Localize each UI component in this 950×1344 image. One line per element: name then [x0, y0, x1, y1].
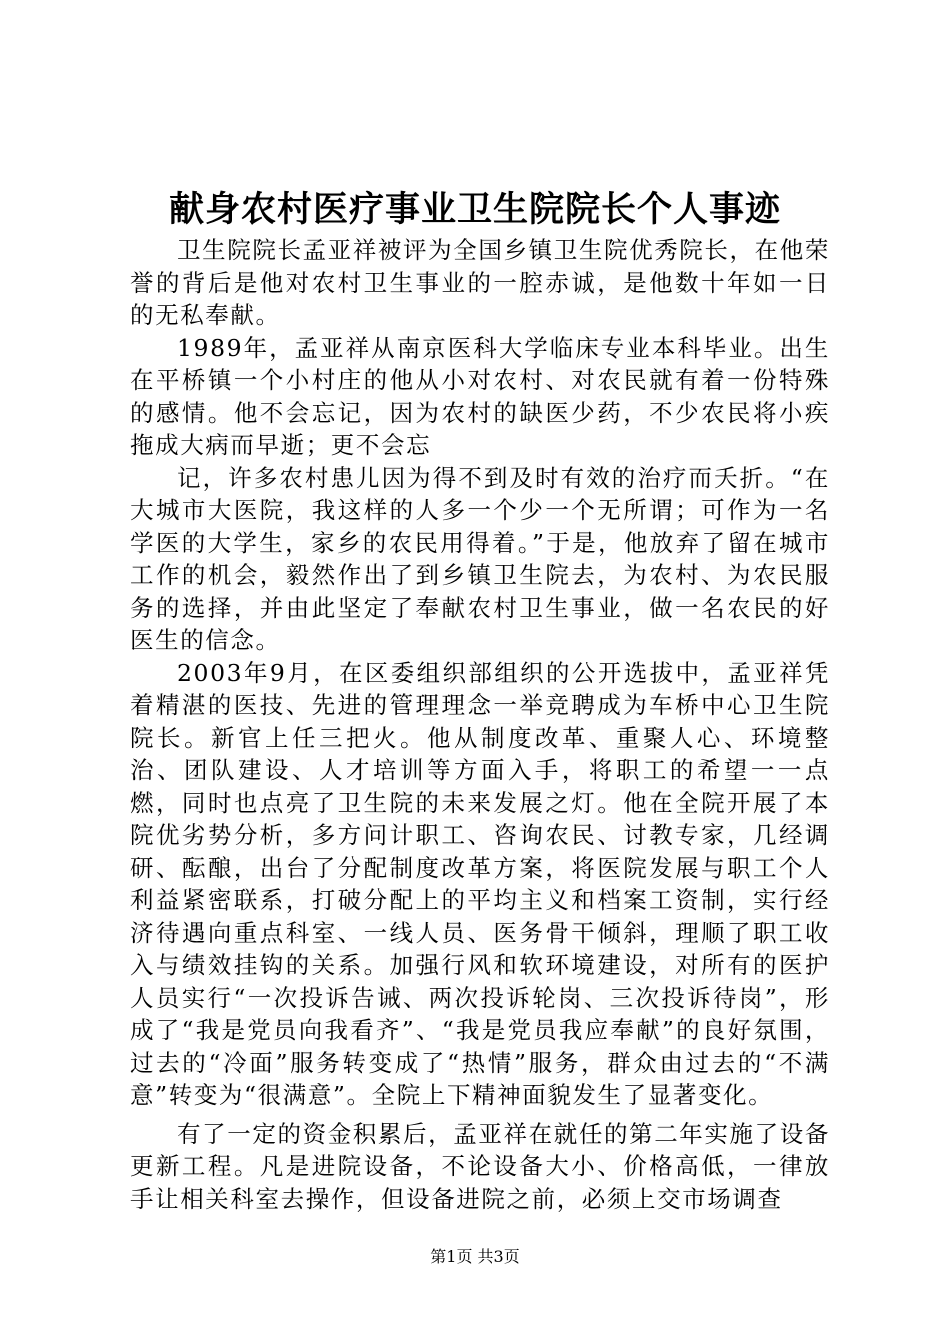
- paragraph: 有了一定的资金积累后，孟亚祥在就任的第二年实施了设备更新工程。凡是进院设备，不论设备大小、价格高低，一律放手让相关科室去操作，但设备进院之前，必须上交市场调查: [130, 1119, 830, 1213]
- paragraph: 2003年9月，在区委组织部组织的公开选拔中，孟亚祥凭着精湛的医技、先进的管理理念一举竞聘成为车桥中心卫生院院长。新官上任三把火。他从制度改革、重聚人心、环境整治、团队建设、人才培训等方面入手，将职工的希望一一点燃，同时也点亮了卫生院的未来发展之灯。他在全院开展了本院优劣势分析，多方问计职工、咨询农民、讨教专家，几经调研、酝酿，出台了分配制度改革方案，将医院发展与职工个人利益紧密联系，打破分配上的平均主义和档案工资制，实行经济待遇向重点科室、一线人员、医务骨干倾斜，理顺了职工收入与绩效挂钩的关系。加强行风和软环境建设，对所有的医护人员实行“一次投诉告诫、两次投诉轮岗、三次投诉待岗”，形成了“我是党员向我看齐”、“我是党员我应奉献”的良好氛围，过去的“冷面”服务转变成了“热情”服务，群众由过去的“不满意”转变为“很满意”。全院上下精神面貌发生了显著变化。: [130, 658, 830, 1109]
- paragraph: 记，许多农村患儿因为得不到及时有效的治疗而夭折。“在大城市大医院，我这样的人多一个少一个无所谓；可作为一名学医的大学生，家乡的农民用得着。”于是，他放弃了留在城市工作的机会，毅然作出了到乡镇卫生院去，为农村、为农民服务的选择，并由此坚定了奉献农村卫生事业，做一名农民的好医生的信念。: [130, 463, 830, 654]
- page-footer: 第1页 共3页: [430, 1247, 520, 1266]
- document-body: [130, 234, 830, 1215]
- paragraph: 1989年，孟亚祥从南京医科大学临床专业本科毕业。出生在平桥镇一个小村庄的他从小对农村、对农民就有着一份特殊的感情。他不会忘记，因为农村的缺医少药，不少农民将小疾拖成大病而早逝；更不会忘: [130, 333, 830, 459]
- paragraph: 卫生院院长孟亚祥被评为全国乡镇卫生院优秀院长，在他荣誉的背后是他对农村卫生事业的一腔赤诚，是他数十年如一日的无私奉献。: [130, 236, 830, 329]
- page-title: 献身农村医疗事业卫生院院长个人事迹: [168, 189, 781, 230]
